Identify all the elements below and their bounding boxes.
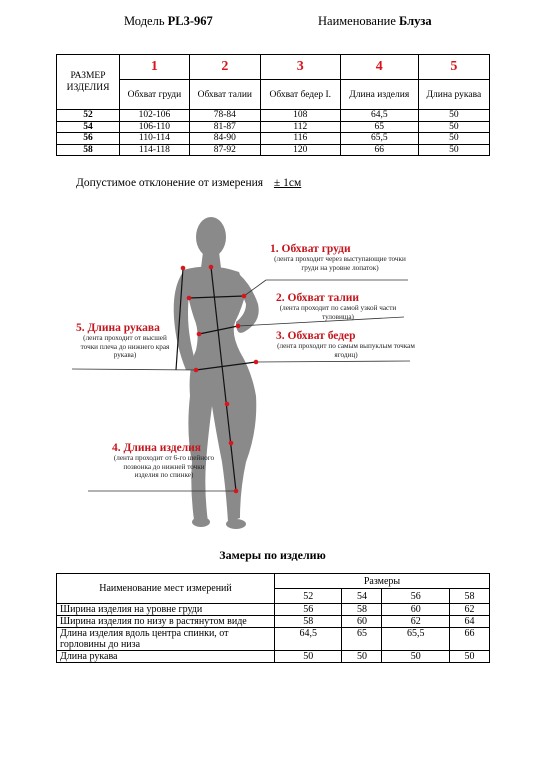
model-code: PL3-967: [167, 14, 213, 28]
annotation-sleeve-length: [76, 322, 174, 360]
size-chart-table: [56, 54, 490, 156]
column-label: Обхват груди: [120, 80, 190, 110]
value-cell: 110-114: [120, 133, 190, 145]
annotation-title: 5. Длина рукава: [76, 322, 160, 334]
table-row: [57, 144, 490, 156]
product-name-line: [318, 14, 432, 29]
value-cell: 65,5: [340, 133, 418, 145]
measurement-label: Длина изделия вдоль центра спинки, от горловины до низа: [57, 628, 275, 651]
value-cell: 58: [275, 616, 342, 628]
annotation-desc: (лента проходит по самым выпуклым точкам ягодиц): [277, 342, 415, 359]
annotation-hips: [276, 330, 416, 359]
value-cell: 102-106: [120, 110, 190, 122]
tolerance-value: ± 1см: [273, 177, 302, 189]
measurement-name-header: Наименование мест измерений: [57, 574, 275, 604]
value-cell: 50: [342, 651, 382, 663]
table-row: [57, 110, 490, 122]
table-row: [57, 651, 490, 663]
value-cell: 66: [449, 628, 489, 651]
value-cell: 50: [418, 133, 489, 145]
annotation-chest: [270, 243, 410, 272]
measurement-diagram: [0, 200, 545, 540]
size-header-cell: 56: [382, 589, 449, 604]
table-row: [57, 121, 490, 133]
annotation-desc: (лента проходит от 6-го шейного позвонка до нижней точки изделия по спинке): [113, 454, 215, 479]
value-cell: 116: [260, 133, 340, 145]
value-cell: 56: [275, 604, 342, 616]
size-header-cell: 52: [275, 589, 342, 604]
value-cell: 50: [449, 651, 489, 663]
measurement-label: Ширина изделия по низу в растянутом виде: [57, 616, 275, 628]
annotation-desc: (лента проходит через выступающие точки груди на уровне лопаток): [274, 255, 406, 272]
value-cell: 50: [418, 110, 489, 122]
annotation-garment-length: [112, 442, 216, 480]
measurements-title: Замеры по изделию: [219, 548, 326, 562]
measurement-label: Длина рукава: [57, 651, 275, 663]
column-number: 1: [120, 55, 190, 80]
name-prefix: Наименование: [318, 14, 396, 28]
value-cell: 58: [342, 604, 382, 616]
value-cell: 78-84: [189, 110, 260, 122]
annotation-desc: (лента проходит по самой узкой части туловища): [279, 304, 397, 321]
tolerance-text: Допустимое отклонение от измерения: [76, 177, 264, 189]
tolerance-note: [76, 177, 301, 189]
value-cell: 87-92: [189, 144, 260, 156]
size-cell: 54: [57, 121, 120, 133]
size-header-cell: 54: [342, 589, 382, 604]
value-cell: 120: [260, 144, 340, 156]
value-cell: 65: [340, 121, 418, 133]
value-cell: 60: [342, 616, 382, 628]
column-label: Обхват бедер I.: [260, 80, 340, 110]
model-prefix: Модель: [124, 14, 165, 28]
sizes-header: Размеры: [275, 574, 490, 589]
value-cell: 64: [449, 616, 489, 628]
value-cell: 114-118: [120, 144, 190, 156]
annotation-title: 1. Обхват груди: [270, 243, 351, 255]
value-cell: 50: [382, 651, 449, 663]
measurement-label: Ширина изделия на уровне груди: [57, 604, 275, 616]
value-cell: 62: [449, 604, 489, 616]
value-cell: 60: [382, 604, 449, 616]
value-cell: 66: [340, 144, 418, 156]
annotation-waist: [276, 292, 400, 321]
size-cell: 52: [57, 110, 120, 122]
name-value: Блуза: [399, 14, 432, 28]
column-number: 5: [418, 55, 489, 80]
size-cell: 58: [57, 144, 120, 156]
value-cell: 50: [418, 144, 489, 156]
value-cell: 84-90: [189, 133, 260, 145]
size-column-header: РАЗМЕР ИЗДЕЛИЯ: [57, 55, 120, 110]
value-cell: 64,5: [340, 110, 418, 122]
annotation-title: 3. Обхват бедер: [276, 330, 356, 342]
table-row: [57, 628, 490, 651]
column-label: Длина изделия: [340, 80, 418, 110]
column-number: 3: [260, 55, 340, 80]
value-cell: 65,5: [382, 628, 449, 651]
model-line: [124, 14, 213, 29]
size-header-cell: 58: [449, 589, 489, 604]
value-cell: 81-87: [189, 121, 260, 133]
value-cell: 50: [418, 121, 489, 133]
value-cell: 106-110: [120, 121, 190, 133]
table-row: [57, 133, 490, 145]
garment-measurements-table: [56, 573, 490, 663]
value-cell: 65: [342, 628, 382, 651]
value-cell: 50: [275, 651, 342, 663]
column-label: Длина рукава: [418, 80, 489, 110]
annotation-title: 2. Обхват талии: [276, 292, 360, 304]
table-row: [57, 604, 490, 616]
value-cell: 108: [260, 110, 340, 122]
column-number: 2: [189, 55, 260, 80]
column-number: 4: [340, 55, 418, 80]
value-cell: 112: [260, 121, 340, 133]
annotation-desc: (лента проходит от высшей точки плеча до нижнего края рукава): [80, 334, 170, 359]
annotation-title: 4. Длина изделия: [112, 442, 202, 454]
column-label: Обхват талии: [189, 80, 260, 110]
table-row: [57, 616, 490, 628]
size-cell: 56: [57, 133, 120, 145]
value-cell: 64,5: [275, 628, 342, 651]
value-cell: 62: [382, 616, 449, 628]
